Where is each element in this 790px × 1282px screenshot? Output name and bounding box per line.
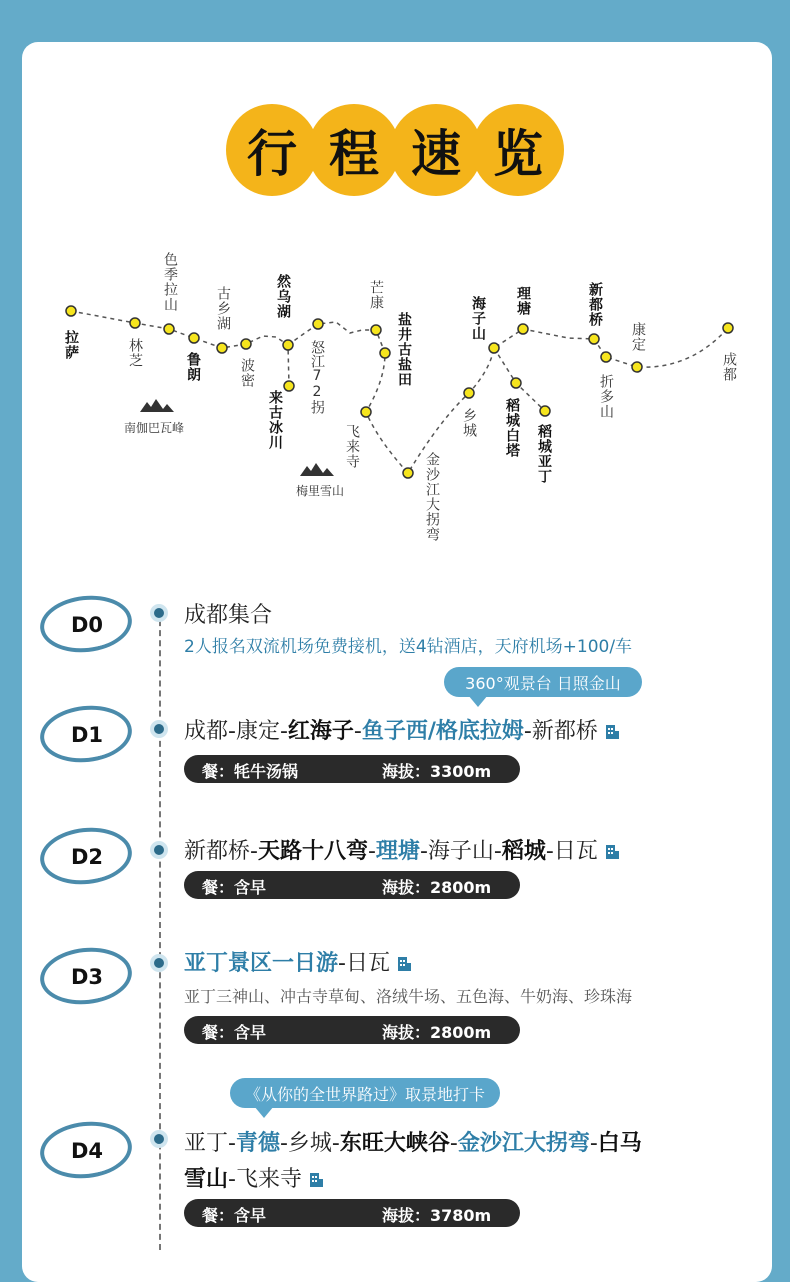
stop-lhasa [66, 306, 76, 316]
stop-label-xiangcheng: 乡城 [461, 408, 477, 438]
hotel-icon [604, 724, 620, 740]
route-segment: - [589, 1131, 598, 1156]
route-segment: - [353, 719, 362, 744]
stop-label-lhasa: 拉萨 [63, 330, 79, 360]
stop-label-bomi: 波密 [239, 358, 255, 388]
altitude-text: 海拔：3780m [382, 1206, 492, 1225]
day-badge-d3: D3 [40, 948, 136, 1006]
day-sights-d3: 亚丁三神山、冲古寺草甸、洛绒牛场、五色海、牛奶海、珍珠海 [184, 987, 633, 1006]
tip-bubble-d4: 《从你的全世界路过》取景地打卡 [230, 1078, 500, 1108]
stop-ranwu [283, 340, 293, 350]
stop-nujiang [313, 319, 323, 329]
day-route-d2 [184, 834, 620, 865]
route-segment: 白马 [597, 1131, 642, 1156]
stop-label-nujiang: 怒江72拐 [309, 340, 325, 414]
stop-xiangcheng [464, 388, 474, 398]
stop-yanjing [380, 348, 390, 358]
route-segment: -新都桥 [523, 719, 598, 744]
day-badge-d4: D4 [40, 1122, 136, 1180]
stop-feilai [361, 407, 371, 417]
route-segment: -海子山- [419, 839, 502, 864]
meal-bar-d1 [184, 755, 520, 783]
altitude-text: 海拔：2800m [382, 878, 492, 897]
timeline-dot [150, 954, 168, 972]
stop-linzhi [130, 318, 140, 328]
route-segment: 东旺大峡谷 [339, 1131, 450, 1156]
route-segment: 雪山 [184, 1167, 229, 1192]
mountain-label-namjagbarwa: 南伽巴瓦峰 [124, 421, 185, 435]
day-badge-d1: D1 [40, 706, 136, 764]
timeline-dot [150, 720, 168, 738]
route-segment: - [367, 839, 376, 864]
route-segment: 理塘 [375, 839, 420, 864]
title-char-3: 速 [390, 104, 482, 196]
altitude-text: 海拔：3300m [382, 762, 492, 781]
stop-label-zheduo: 折多山 [598, 374, 614, 419]
meal-text: 餐：含早 [202, 1206, 267, 1225]
stop-zheduo [601, 352, 611, 362]
stop-laigu [284, 381, 294, 391]
day-route-d4 [184, 1126, 642, 1157]
meal-bar-d3 [184, 1016, 520, 1044]
route-map [0, 0, 790, 560]
route-segment: 新都桥- [184, 839, 258, 864]
stop-label-litang: 理塘 [515, 286, 531, 316]
stop-litang [518, 324, 528, 334]
altitude-text: 海拔：2800m [382, 1023, 492, 1042]
route-segment: -日瓦 [338, 951, 390, 976]
stop-mangkang [371, 325, 381, 335]
stop-guxiang [217, 343, 227, 353]
stop-chengdu [723, 323, 733, 333]
mountain-label-meili: 梅里雪山 [296, 484, 345, 498]
stop-xinduqiao [589, 334, 599, 344]
day-route-d4-cont [184, 1162, 324, 1193]
route-segment: 亚丁景区一日游 [184, 951, 339, 976]
route-segment: 成都-康定- [184, 719, 288, 744]
timeline-dot [150, 841, 168, 859]
day-route-d3 [184, 946, 412, 977]
stop-label-feilai: 飞来寺 [344, 424, 360, 469]
stop-kangding [632, 362, 642, 372]
stop-baita [511, 378, 521, 388]
stop-label-mangkang: 芒康 [368, 280, 384, 310]
route-segment: 亚丁- [184, 1131, 236, 1156]
meal-text: 餐：含早 [202, 878, 267, 897]
stop-label-haizi: 海子山 [470, 296, 486, 341]
day-title-d0: 成都集合 [184, 603, 273, 628]
stop-jinsha [403, 468, 413, 478]
meal-bar-d2 [184, 871, 520, 899]
stop-label-guxiang: 古乡湖 [215, 286, 231, 331]
day-badge-d0: D0 [40, 596, 136, 654]
route-segment: - [449, 1131, 458, 1156]
meal-text: 餐：牦牛汤锅 [202, 762, 299, 781]
stop-bomi [241, 339, 251, 349]
route-segment: 天路十八弯 [257, 839, 368, 864]
stop-lulang [189, 333, 199, 343]
hotel-icon [308, 1172, 324, 1188]
route-segment: -飞来寺 [228, 1167, 302, 1192]
title-char-2: 程 [308, 104, 400, 196]
title-char-4: 览 [472, 104, 564, 196]
stop-haizi [489, 343, 499, 353]
stop-label-lulang: 鲁朗 [185, 352, 201, 382]
timeline-dot [150, 1130, 168, 1148]
route-segment: 鱼子西/格底拉姆 [361, 719, 524, 744]
stop-label-ranwu: 然乌湖 [275, 274, 291, 319]
day-note-d0: 2人报名双流机场免费接机，送4钻酒店，天府机场+100/车 [184, 637, 633, 657]
tip-bubble-d1: 360°观景台 日照金山 [444, 667, 642, 697]
route-segment: 金沙江大拐弯 [457, 1131, 590, 1156]
stop-label-yading: 稻城亚丁 [536, 424, 552, 484]
route-segment: 红海子 [287, 719, 354, 744]
route-segment: -乡城- [279, 1131, 340, 1156]
stop-label-yanjing: 盐井古盐田 [396, 312, 412, 387]
title-char-1: 行 [226, 104, 318, 196]
stop-label-jinsha: 金沙江大拐弯 [424, 452, 440, 542]
day-route-d1 [184, 714, 620, 745]
mountain-icon [140, 399, 334, 476]
hotel-icon [396, 956, 412, 972]
meal-bar-d4 [184, 1199, 520, 1227]
stop-label-chengdu: 成都 [721, 352, 737, 382]
day-badge-d2: D2 [40, 828, 136, 886]
route-segment: 青德 [235, 1131, 280, 1156]
stop-label-laigu: 来古冰川 [267, 390, 283, 450]
stop-label-seji: 色季拉山 [162, 252, 178, 312]
stop-yading [540, 406, 550, 416]
stop-label-linzhi: 林芝 [127, 338, 143, 368]
stop-label-baita: 稻城白塔 [504, 398, 520, 458]
stop-seji [164, 324, 174, 334]
stop-label-kangding: 康定 [630, 322, 646, 352]
timeline-line [159, 610, 161, 1250]
hotel-icon [604, 844, 620, 860]
timeline-dot [150, 604, 168, 622]
route-segment: 稻城 [501, 839, 546, 864]
route-segment: -日瓦 [545, 839, 598, 864]
stop-label-xinduqiao: 新都桥 [587, 282, 603, 327]
meal-text: 餐：含早 [202, 1023, 267, 1042]
